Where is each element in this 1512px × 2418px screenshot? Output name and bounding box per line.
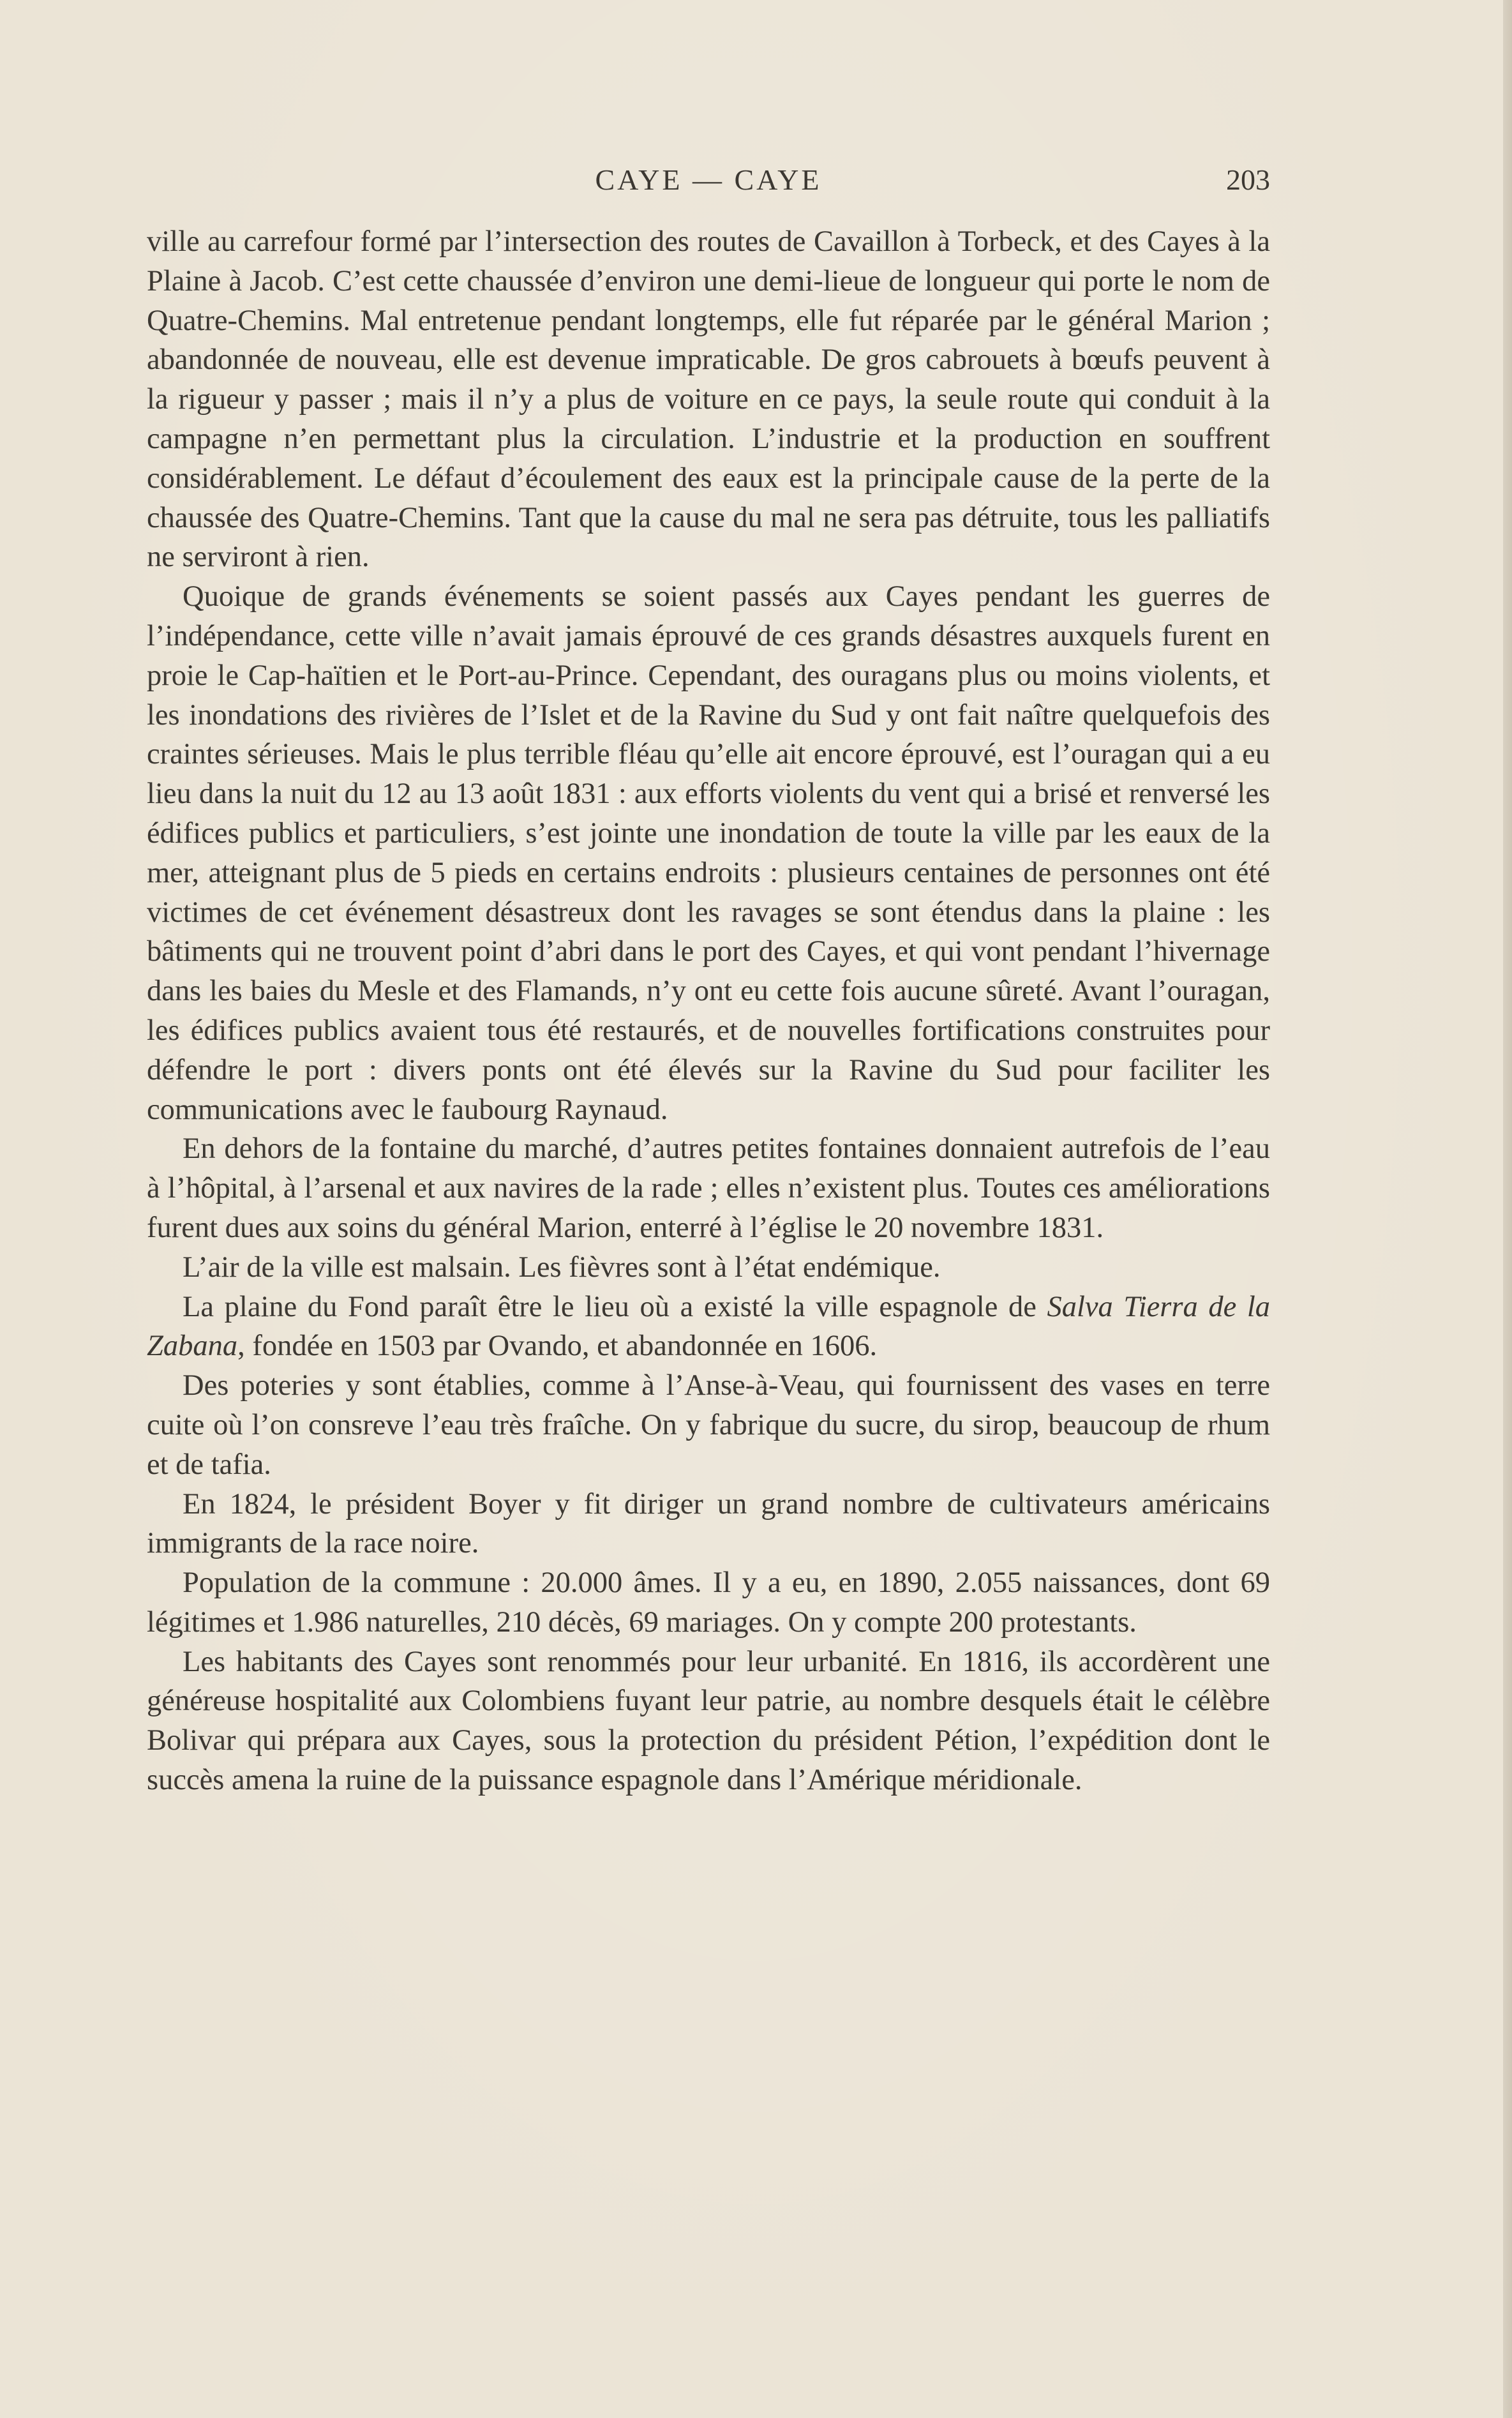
paragraph-9: Les habitants des Cayes sont renommés pour leur urbanité. En 1816, ils accordèrent une généreuse hospitalité aux Colombiens fuyant leur patrie, au nombre desquels était le célèbre Bolivar qui prépara aux Cayes, sous la protection du président Pétion, l’expédition dont le succès amena la ruine de la puissance espagnole dans l’Amérique méridionale. [147, 1645, 1270, 1797]
running-head [147, 163, 1270, 207]
paragraph-8: Population de la commune : 20.000 âmes. Il y a eu, en 1890, 2.055 naissances, dont 69 légitimes et 1.986 naturelles, 210 décès, 69 mariages. On y compte 200 protestants. [147, 1566, 1270, 1639]
page-edge [1503, 0, 1512, 2418]
running-head-title: CAYE — CAYE [595, 163, 822, 196]
paragraph-1: ville au carrefour formé par l’intersection des routes de Cavaillon à Torbeck, et des Cayes à la Plaine à Jacob. C’est cette chaussée d’environ une demi-lieue de longueur qui porte le nom de Quatre-Chemins. Mal entretenue pendant longtemps, elle fut réparée par le général Marion ; abandonnée de nouveau, elle est devenue impraticable. De gros cabrouets à bœufs peuvent à la rigueur y passer ; mais il n’y a plus de voiture en ce pays, la seule route qui conduit à la campagne n’en permettant plus la circulation. L’industrie et la production en souffrent considérablement. Le défaut d’écoulement des eaux est la principale cause de la perte de la chaussée des Quatre-Chemins. Tant que la cause du mal ne sera pas détruite, tous les palliatifs ne serviront à rien. [147, 225, 1270, 574]
paragraph-4: L’air de la ville est malsain. Les fièvres sont à l’état endémique. [183, 1250, 941, 1284]
body-text [147, 222, 1270, 1800]
paragraph-5-start: La plaine du Fond paraît être le lieu où a existé la ville espagnole de [183, 1290, 1047, 1323]
paragraph-5-end: , fondée en 1503 par Ovando, et abandonnée en 1606. [237, 1330, 878, 1363]
paragraph-6: Des poteries y sont établies, comme à l’Anse-à-Veau, qui fournissent des vases en terre cuite où l’on consreve l’eau très fraîche. On y fabrique du sucre, du sirop, beaucoup de rhum et de tafia. [147, 1369, 1270, 1481]
paragraph-5 [147, 1288, 1270, 1367]
page-number: 203 [1226, 163, 1270, 196]
paragraph-2: Quoique de grands événements se soient passés aux Cayes pendant les guerres de l’indépendance, cette ville n’avait jamais éprouvé de ces grands désastres auxquels furent en proie le Cap-haïtien et le Port-au-Prince. Cependant, des ouragans plus ou moins violents, et les inondations des rivières de l’Islet et de la Ravine du Sud y ont fait naître quelquefois des craintes sérieuses. Mais le plus terrible fléau qu’elle ait encore éprouvé, est l’ouragan qui a eu lieu dans la nuit du 12 au 13 août 1831 : aux efforts violents du vent qui a brisé et renversé les édifices publics et particuliers, s’est jointe une inondation de toute la ville par les eaux de la mer, atteignant plus de 5 pieds en certains endroits : plusieurs centaines de personnes ont été victimes de cet événement désastreux dont les ravages se sont étendus dans la plaine : les bâtiments qui ne trouvent point d’abri dans le port des Cayes, et qui vont pendant l’hivernage dans les baies du Mesle et des Flamands, n’y ont eu cette fois aucune sûreté. Avant l’ouragan, les édifices publics avaient tous été restaurés, et de nouvelles fortifications construites pour défendre le port : divers ponts ont été élevés sur la Ravine du Sud pour faciliter les communications avec le faubourg Raynaud. [147, 580, 1270, 1126]
paragraph-7: En 1824, le président Boyer y fit diriger un grand nombre de cultivateurs américains immigrants de la race noire. [147, 1487, 1270, 1560]
paragraph-3: En dehors de la fontaine du marché, d’autres petites fontaines donnaient autrefois de l’eau à l’hôpital, à l’arsenal et aux navires de la rade ; elles n’existent plus. Toutes ces améliorations furent dues aux soins du général Marion, enterré à l’église le 20 novembre 1831. [147, 1132, 1270, 1244]
paragraph-5-italic-place-name: Salva Tierra de la Zabana [147, 1290, 1270, 1363]
